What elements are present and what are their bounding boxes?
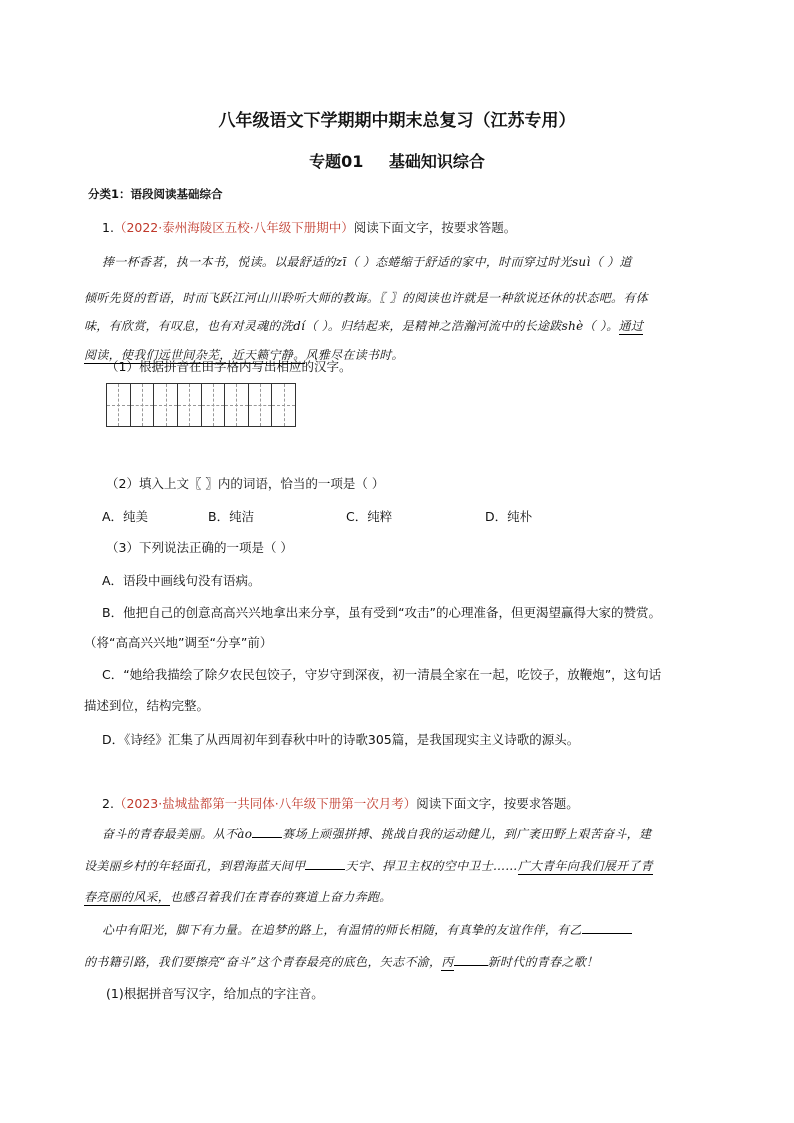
question-prompt: 阅读下面文字，按要求答题。	[353, 220, 517, 235]
passage-text: 心中有阳光，脚下有力量。在追梦的路上，有温情的师长相随，有真挚的友谊作伴，有乙	[102, 923, 582, 937]
option-d[interactable]: D．《诗经》汇集了从西周初年到春秋中叶的诗歌305篇，是我国现实主义诗歌的源头。	[102, 732, 580, 747]
passage-text: 风雅尽在读书时。	[305, 348, 404, 362]
option-c[interactable]: C．纯粹	[346, 509, 393, 524]
grid-cell[interactable]	[202, 384, 226, 426]
passage-text: 赛场上顽强拼搏、挑战自我的运动健儿，到广袤田野上艰苦奋斗，建	[282, 827, 652, 841]
tianzige-grid[interactable]	[106, 383, 296, 427]
option-a[interactable]: A．语段中画线句没有语病。	[102, 573, 261, 588]
passage-text: 天宇、捍卫主权的空中卫士……	[345, 859, 518, 873]
sub-question-2: （2）填入上文〖 〗内的词语，恰当的一项是（ ）	[106, 476, 385, 491]
underlined-sentence: 阅读，使我们远世间杂芜，近天籁宁静。	[84, 348, 306, 362]
fill-blank[interactable]	[454, 953, 488, 966]
grid-cell[interactable]	[272, 384, 295, 426]
passage-line: 倾听先贤的哲语，时而飞跃江河山川聆听大师的教诲。〖 〗的阅读也许就是一种欲说还休的状态吧。有体	[84, 291, 648, 305]
grid-cell[interactable]	[107, 384, 131, 426]
grid-cell[interactable]	[131, 384, 155, 426]
option-b[interactable]: B．纯洁	[208, 509, 255, 524]
passage-text: 的书籍引路，我们要擦亮“奋斗”这个青春最亮的底色，矢志不渝，	[84, 955, 442, 969]
passage-text: 奋斗的青春最美丽。从不ào	[102, 827, 253, 841]
passage-text: 设美丽乡村的年轻面孔，到碧海蓝天间甲	[84, 859, 306, 873]
passage-line	[102, 921, 632, 938]
passage-line: 捧一杯香茗，执一本书，悦读。以最舒适的zī（ ）态蜷缩于舒适的家中，时而穿过时光suì（ ）道	[102, 255, 632, 269]
sub-question-1: (1)根据拼音写汉字，给加点的字注音。	[106, 986, 324, 1001]
section-title	[0, 149, 794, 172]
grid-cell[interactable]	[249, 384, 273, 426]
option-a[interactable]: A．纯美	[102, 509, 149, 524]
passage-text: 新时代的青春之歌！	[487, 955, 599, 969]
passage-line	[84, 888, 392, 905]
option-c[interactable]: C．“她给我描绘了除夕农民包饺子，守岁守到深夜，初一清晨全家在一起，吃饺子，放鞭炮”，这句话	[102, 667, 662, 682]
option-c-continued: 描述到位，结构完整。	[84, 698, 210, 713]
passage-line	[84, 953, 598, 970]
grid-cell[interactable]	[178, 384, 202, 426]
underlined-sentence: 春亮丽的风采，	[84, 890, 171, 904]
fill-blank[interactable]	[305, 857, 345, 870]
question-prompt: 阅读下面文字，按要求答题。	[416, 796, 579, 811]
passage-line	[102, 825, 651, 842]
fill-blank[interactable]	[582, 921, 632, 934]
question-number: 2.	[102, 796, 114, 811]
passage-line	[84, 857, 653, 874]
document-title: 八年级语文下学期期中期末总复习（江苏专用）	[218, 111, 576, 131]
option-b[interactable]: B．他把自己的创意高高兴兴地拿出来分享，虽有受到“攻击”的心理准备，但更渴望赢得大家的赞赏。	[102, 605, 662, 620]
question-number: 1.	[102, 220, 114, 235]
grid-cell[interactable]	[154, 384, 178, 426]
passage-text: 味，有欣赏，有叹息，也有对灵魂的洗dí（ ）。归结起来，是精神之浩瀚河流中的长途跋shè（ ）。	[84, 319, 619, 333]
passage-line	[84, 317, 643, 334]
fill-blank[interactable]	[252, 825, 282, 838]
option-b-note: （将“高高兴兴地”调至“分享”前）	[84, 635, 273, 650]
sub-question-1: （1）根据拼音在田字格内写出相应的汉字。	[106, 359, 352, 374]
sub-question-3: （3）下列说法正确的一项是（ ）	[106, 540, 293, 555]
passage-text: 也感召着我们在青春的赛道上奋力奔跑。	[170, 890, 392, 904]
grid-cell[interactable]	[225, 384, 249, 426]
passage-text: 丙	[441, 955, 454, 969]
category-heading: 分类1：语段阅读基础综合	[88, 187, 223, 201]
question-2-header	[102, 794, 579, 812]
question-1-header	[102, 218, 516, 236]
question-source: （2022·泰州海陵区五校·八年级下册期中）	[113, 220, 354, 235]
question-source: （2023·盐城盐都第一共同体·八年级下册第一次月考）	[113, 796, 417, 811]
section-name: 基础知识综合	[388, 152, 485, 171]
underlined-sentence: 广大青年向我们展开了青	[517, 859, 653, 873]
section-number: 专题01	[309, 152, 364, 171]
option-d[interactable]: D．纯朴	[485, 509, 533, 524]
underlined-sentence: 通过	[618, 319, 644, 333]
